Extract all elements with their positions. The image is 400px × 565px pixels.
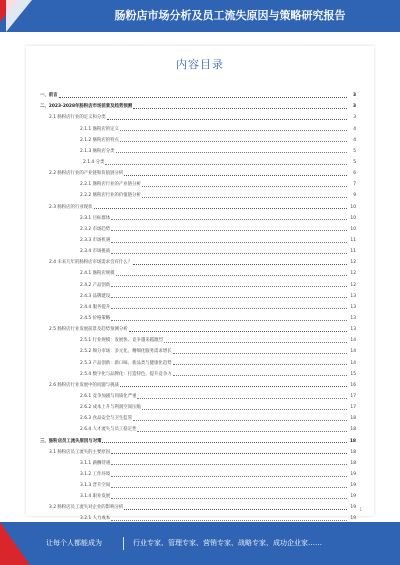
toc-entry-page: 7 [353,182,356,188]
toc-entry-page: 14 [350,338,356,344]
toc-entry[interactable] [40,378,356,389]
toc-leader-dots [111,464,347,465]
toc-entry-page: 4 [353,126,356,132]
toc-entry-label: 2.2.1 肠粉店行业的产业链分析 [80,182,141,188]
toc-entry-page: 19 [350,494,356,500]
toc-leader-dots [129,331,347,332]
toc-leader-dots [102,442,347,443]
toc-entry-label: 2.1.3 肠粉店分类 [80,148,115,154]
toc-leader-dots [59,97,347,98]
toc-leader-dots [142,186,347,187]
toc-entry[interactable] [40,478,356,489]
toc-entry-page: 13 [350,304,356,310]
toc-entry-label: 2.3.4 市场挑战 [80,249,111,255]
toc-leader-dots [124,175,347,176]
toc-entry[interactable] [40,188,356,199]
toc-entry-label: 2.3 肠粉店的行业现状 [49,204,93,210]
toc-entry-page: 11 [350,237,356,243]
toc-leader-dots [124,509,347,510]
toc-entry[interactable] [40,255,356,266]
toc-entry[interactable] [40,99,356,110]
toc-entry-label: 2.5.2 细分市场：多元化、精细化服务需求增长 [80,349,172,355]
toc-entry-page: 13 [350,315,356,321]
toc-entry-page: 17 [350,393,356,399]
toc-leader-dots [111,476,347,477]
toc-leader-dots [111,308,347,309]
toc-entry[interactable] [40,489,356,500]
toc-entry-label: 2.5.1 行业规模：发展快、竞争越来越激烈 [80,338,163,344]
toc-entry-label: 3.2 肠粉店员工流失对企业的影响分析 [49,505,124,511]
toc-entry[interactable] [40,311,356,322]
toc-entry[interactable] [40,110,356,121]
toc-entry-label: 2.5.3 产品创新：新口味、新品类与健康化趋势 [80,360,172,366]
toc-entry-label: 三、肠粉店员工流失原因与对策 [40,438,102,444]
toc-entry-page: 13 [350,293,356,299]
toc-entry-label: 2.3.1 目标群体 [80,215,111,221]
toc-entry[interactable] [40,277,356,288]
toc-entry-label: 2.6.1 竞争加剧与同质化严重 [80,393,137,399]
toc-entry-label: 2.5 肠粉店行业发展前景及趋势预测分析 [49,327,128,333]
footer-slogan-left: 让每个人都能成为 [46,539,102,547]
toc-entry-label: 2.1 肠粉店行业的定义和分类 [49,115,106,121]
toc-entry-page: 19 [350,516,356,522]
document-page [26,46,374,522]
toc-leader-dots [107,119,347,120]
toc-entry-page: 14 [350,349,356,355]
toc-entry[interactable] [40,344,356,355]
toc-leader-dots [173,353,347,354]
toc-leader-dots [111,520,347,521]
toc-entry[interactable] [40,456,356,467]
toc-entry[interactable] [40,333,356,344]
toc-entry-page: 18 [350,460,356,466]
toc-entry-label: 2.3.3 市场机遇 [80,237,111,243]
toc-entry-page: 16 [350,382,356,388]
toc-entry-page: 17 [350,405,356,411]
toc-entry-page: 5 [353,148,356,154]
toc-entry[interactable] [40,222,356,233]
toc-entry-label: 2.6.4 人才流失与员工稳定性 [80,427,137,433]
toc-entry-label: 2.4.1 肠粉店规模 [80,271,115,277]
toc-entry-label: 2.1.2 肠粉店的特点 [80,137,119,143]
toc-entry-label: 3.2.1 人力成本 [80,516,111,522]
footer-divider [123,537,124,550]
toc-entry-page: 3 [352,104,356,110]
toc-entry[interactable] [40,422,356,433]
toc-entry-page: 15 [350,371,356,377]
toc-entry[interactable] [40,355,356,366]
toc-leader-dots [116,152,347,153]
toc-entry-label: 2.3.2 市场趋势 [80,226,111,232]
toc-entry[interactable] [40,511,356,522]
toc-entry[interactable] [40,133,356,144]
toc-entry-label: 2.6.3 食品安全与卫生监管 [80,416,133,422]
toc-leader-dots [120,130,347,131]
toc-entry[interactable] [40,411,356,422]
toc-entry-label: 2.2.2 肠粉店行业的价值链分析 [80,193,141,199]
toc-entry-page: 12 [350,282,356,288]
toc-leader-dots [111,297,347,298]
toc-entry[interactable] [40,300,356,311]
toc-entry[interactable] [40,289,356,300]
toc-leader-dots [137,431,347,432]
toc-entry-page: 4 [353,137,356,143]
toc-entry[interactable] [40,266,356,277]
toc-entry[interactable] [40,177,356,188]
toc-entry[interactable] [40,500,356,511]
toc-entry[interactable] [40,389,356,400]
toc-entry-page: 18 [350,449,356,455]
toc-entry-label: 2.4.4 服务提升 [80,304,111,310]
toc-leader-dots [173,364,347,365]
toc-entry-label: 2.4.2 产品创新 [80,282,111,288]
toc-entry-label: 二、2023-2028年肠粉店市场前景及趋势预测 [40,104,133,110]
toc-entry-label: 3.1.3 晋升空间 [80,483,111,489]
toc-leader-dots [111,487,347,488]
toc-entry-page: 14 [350,360,356,366]
toc-entry[interactable] [40,155,356,166]
toc-entry[interactable] [40,199,356,210]
toc-leader-dots [142,197,347,198]
toc-leader-dots [120,141,347,142]
toc-entry[interactable] [40,400,356,411]
toc-entry-page: 10 [350,215,356,221]
toc-entry-label: 2.1.4 分类 [83,159,105,165]
toc-leader-dots [111,219,347,220]
toc-leader-dots [142,409,347,410]
toc-leader-dots [164,342,347,343]
toc-entry[interactable] [40,88,356,99]
footer-banner [0,522,400,565]
toc-leader-dots [137,398,347,399]
toc-leader-dots [111,286,347,287]
toc-entry-page: 19 [350,471,356,477]
toc-entry[interactable] [40,166,356,177]
toc-entry-page: 19 [350,505,356,511]
toc-entry[interactable] [40,445,356,456]
toc-entry-page: 11 [350,249,356,255]
toc-leader-dots [116,275,347,276]
toc-heading: 内容目录 [176,58,224,71]
toc-entry[interactable] [40,467,356,478]
toc-entry-label: 2.5.4 数字化与品牌化：打造特色、提升竞争力 [80,371,172,377]
toc-entry-label: 2.2 肠粉店行业的产业链和价值链分析 [49,171,124,177]
toc-entry-label: 2.4 未来几年的肠粉店市场需求会有什么？ [49,260,133,266]
toc-entry-page: 12 [350,271,356,277]
toc-entry[interactable] [40,367,356,378]
toc-entry-label: 2.4.5 价格策略 [80,315,111,321]
header-banner [0,0,400,32]
toc-entry-page: 5 [353,159,356,165]
toc-leader-dots [111,253,347,254]
toc-entry-page: 6 [353,171,356,177]
toc-leader-dots [120,386,347,387]
footer-accent-shape [0,522,30,565]
toc-entry[interactable] [40,244,356,255]
toc-leader-dots [133,108,347,109]
toc-entry-page: 10 [350,204,356,210]
toc-leader-dots [111,498,347,499]
page-number: 1 [359,507,362,512]
header-accent-stripe [6,0,32,32]
toc-entry-page: 13 [350,327,356,333]
toc-entry[interactable] [40,121,356,132]
toc-entry[interactable] [40,322,356,333]
toc-leader-dots [111,230,347,231]
toc-entry-page: 19 [350,483,356,489]
toc-entry-page: 18 [349,438,356,444]
toc-entry-label: 3.1.1 薪酬待遇 [80,460,111,466]
footer-slogan-right: 行业专家、管理专家、营销专家、战略专家、成功企业家…… [133,539,322,547]
toc-leader-dots [111,320,347,321]
toc-leader-dots [111,453,347,454]
toc-entry-label: 3.1 肠粉店员工流失的主要原因 [49,449,111,455]
toc-entry-page: 12 [350,260,356,266]
toc-leader-dots [94,208,347,209]
toc-entry-page: 18 [350,427,356,433]
toc-entry-label: 2.4.3 品牌建设 [80,293,111,299]
toc-entry-label: 2.6 肠粉店行业发展中的问题与挑战 [49,382,119,388]
toc-entry-label: 2.1.1 肠粉店的定义 [80,126,119,132]
toc-leader-dots [105,164,347,165]
toc-entry-label: 3.1.4 职业发展 [80,494,111,500]
toc-leader-dots [111,242,347,243]
table-of-contents [40,88,356,534]
toc-entry[interactable] [40,211,356,222]
toc-entry-label: 一、前言 [40,93,58,99]
toc-entry-page: 10 [350,226,356,232]
toc-leader-dots [173,375,347,376]
toc-entry-page: 18 [350,416,356,422]
toc-entry-page: 3 [353,115,356,121]
document-title: 肠粉店市场分析及员工流失原因与策略研究报告 [114,9,346,22]
toc-leader-dots [133,420,347,421]
toc-entry-label: 2.6.2 成本上升与利润空间压缩 [80,405,141,411]
toc-entry[interactable] [40,233,356,244]
toc-leader-dots [133,264,347,265]
toc-entry-page: 9 [353,193,356,199]
toc-entry-page: 3 [352,93,356,99]
toc-entry-label: 3.1.2 工作环境 [80,471,111,477]
toc-entry[interactable] [40,144,356,155]
toc-entry[interactable] [40,433,356,444]
